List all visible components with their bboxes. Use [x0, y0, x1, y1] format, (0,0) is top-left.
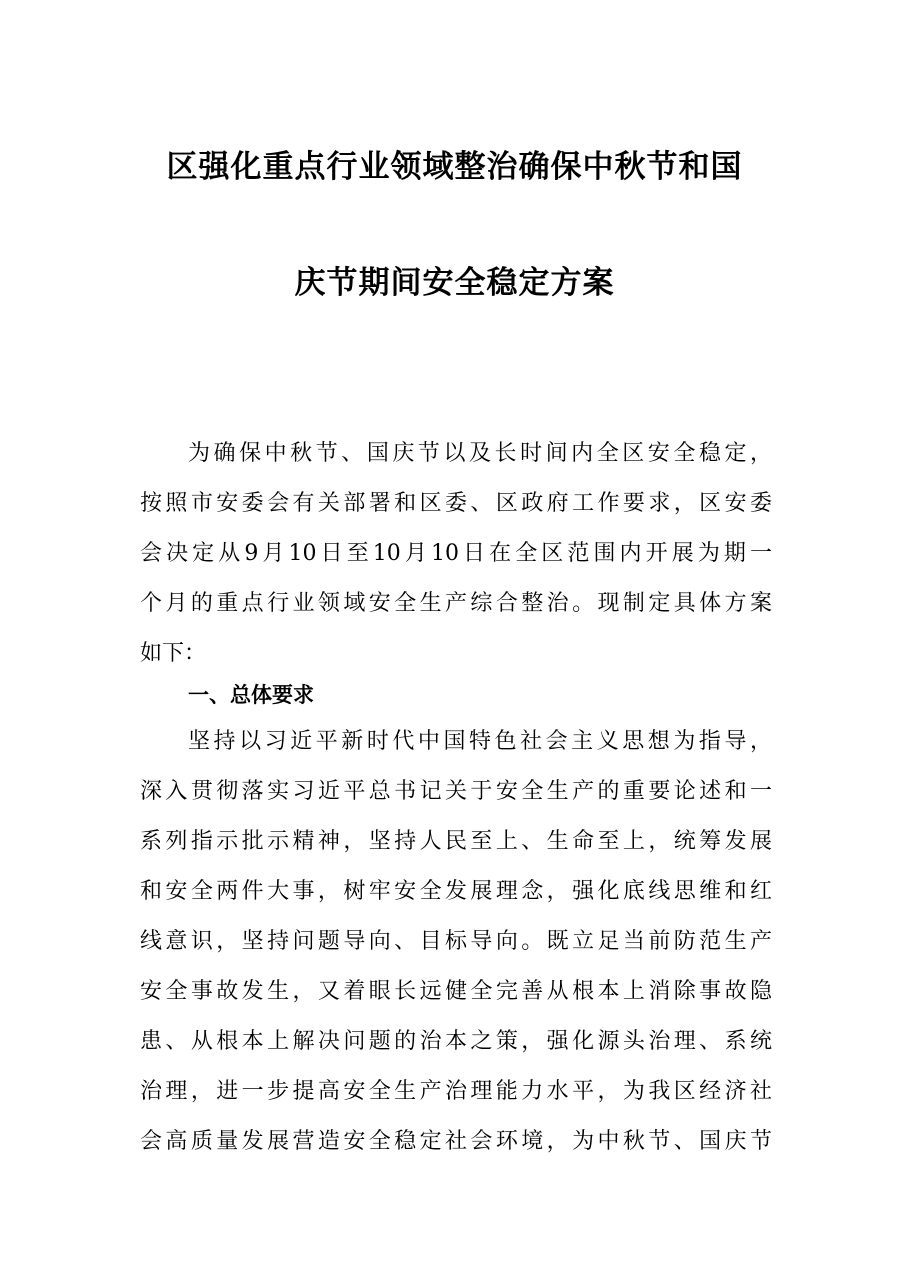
paragraph-line: 个月的重点行业领域安全生产综合整治。现制定具体方案	[140, 591, 772, 616]
paragraph-line: 安全事故发生，又着眼长远健全完善从根本上消除事故隐	[140, 979, 772, 1004]
intro-paragraph	[140, 429, 772, 679]
paragraph-line: 如下：	[140, 641, 207, 666]
paragraph-line: 线意识，坚持问题导向、目标导向。既立足当前防范生产	[140, 929, 772, 954]
section-heading-block	[140, 670, 772, 720]
document-title-line-1: 区强化重点行业领域整治确保中秋节和国	[166, 149, 743, 185]
section-heading: 一、总体要求	[188, 683, 314, 707]
paragraph-line: 系列指示批示精神，坚持人民至上、生命至上，统筹发展	[140, 829, 772, 854]
paragraph-line: 会高质量发展营造安全稳定社会环境，为中秋节、国庆节	[140, 1129, 772, 1154]
paragraph-line: 深入贯彻落实习近平总书记关于安全生产的重要论述和一	[140, 779, 772, 804]
paragraph-line: 患、从根本上解决问题的治本之策，强化源头治理、系统	[140, 1029, 772, 1054]
paragraph-line: 为确保中秋节、国庆节以及长时间内全区安全稳定，	[188, 441, 772, 466]
document-title-line-2: 庆节期间安全稳定方案	[294, 265, 615, 301]
paragraph-line: 和安全两件大事，树牢安全发展理念，强化底线思维和红	[140, 879, 772, 904]
paragraph-line: 坚持以习近平新时代中国特色社会主义思想为指导，	[188, 729, 772, 754]
paragraph-line: 按照市安委会有关部署和区委、区政府工作要求，区安委	[140, 491, 772, 516]
general-requirements-paragraph	[140, 717, 772, 1167]
paragraph-line: 会决定从9月10日至10月10日在全区范围内开展为期一	[140, 541, 772, 566]
paragraph-line: 治理，进一步提高安全生产治理能力水平，为我区经济社	[140, 1079, 772, 1104]
